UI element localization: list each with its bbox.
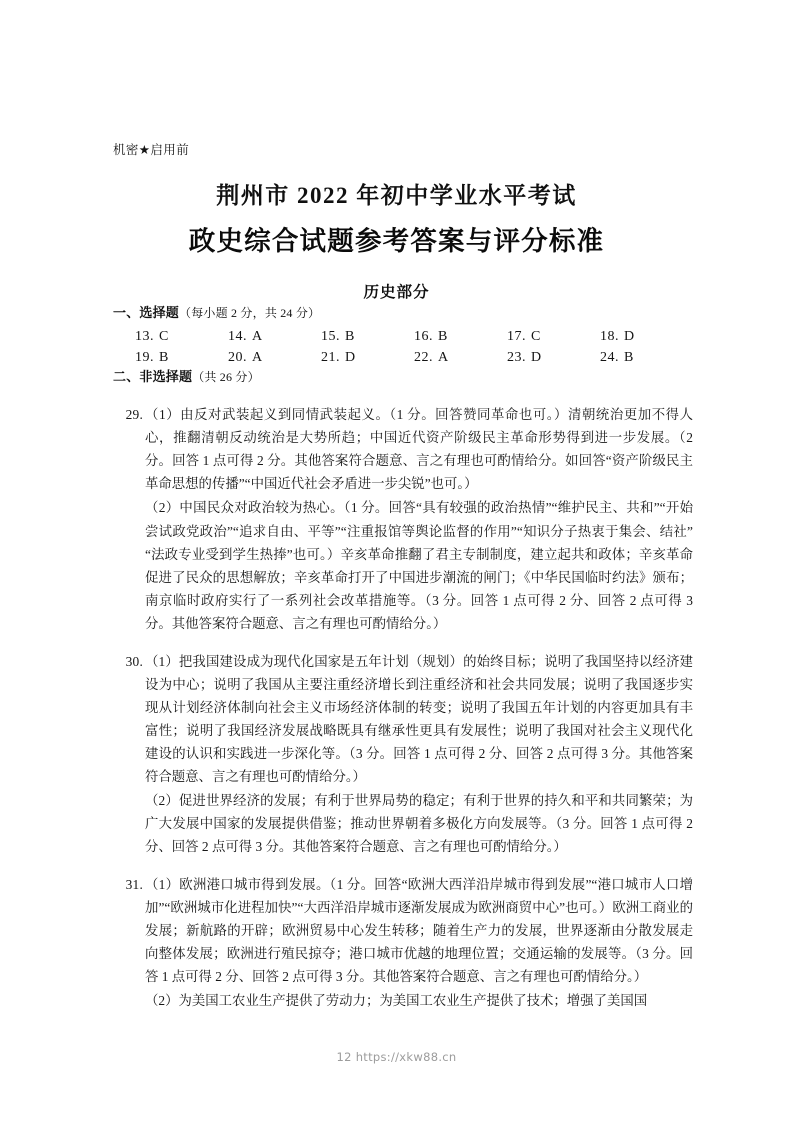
answer-cell	[135, 350, 228, 366]
question-block	[113, 403, 693, 634]
answer-option-letter: B	[159, 350, 169, 366]
answer-question-number: 16.	[414, 329, 433, 345]
question-number-label: 29.	[125, 407, 143, 423]
question-part	[113, 789, 693, 858]
answer-option-letter: A	[252, 350, 263, 366]
answer-option-letter: B	[624, 350, 634, 366]
answer-question-number: 18.	[600, 329, 619, 345]
answer-option-letter: D	[624, 329, 635, 345]
answer-option-letter: C	[159, 329, 169, 345]
footer-text: 12 https://xkw88.cn	[336, 1050, 457, 1064]
answer-option-letter: B	[438, 329, 448, 345]
answer-cell	[321, 329, 414, 345]
answer-option-letter: D	[531, 350, 542, 366]
question-part	[113, 873, 693, 988]
section-label-non-multiple-choice: 二、非选择题	[113, 370, 193, 386]
question-block	[113, 650, 693, 858]
answer-question-number: 24.	[600, 350, 619, 366]
question-part	[113, 989, 693, 1012]
question-part	[113, 403, 693, 495]
question-answer-text: （1）把我国建设成为现代化国家是五年计划（规划）的始终目标；说明了我国坚持以经济建设为中心；说明了我国从主要注重经济增长到注重经济和社会共同发展；说明了我国逐步实现从计划经济体制向社会主义市场经济体制的转变；说明了我国五年计划的内容更加具有丰富性；说明了我国经济发展战略既具有继承性更具有发展性；说明了我国对社会主义现代化建设的认识和实践进一步深化等。（3 分。回答 1 点可得 2 分、回答 2 点可得 3 分。其他答案符合题意、言之有理也可酌情给分。）	[145, 653, 693, 784]
questions-container	[113, 403, 693, 1012]
content-column	[113, 304, 693, 1012]
section-heading-non-multiple-choice	[113, 368, 693, 388]
exam-title: 荆州市 2022 年初中学业水平考试	[216, 183, 577, 208]
answer-question-number: 17.	[507, 329, 526, 345]
confidential-marker: 机密★启用前	[113, 142, 190, 157]
section-heading-multiple-choice	[113, 304, 693, 324]
answer-cell	[135, 329, 228, 345]
answer-question-number: 20.	[228, 350, 247, 366]
answer-option-letter: D	[345, 350, 356, 366]
subject-heading: 历史部分	[363, 282, 430, 301]
question-part	[113, 650, 693, 788]
answer-key-grid	[113, 329, 693, 366]
answer-cell	[414, 350, 507, 366]
answer-question-number: 14.	[228, 329, 247, 345]
footer-watermark	[0, 1050, 793, 1064]
answer-cell	[507, 329, 600, 345]
answer-option-letter: A	[438, 350, 449, 366]
question-number-label: 30.	[125, 653, 143, 669]
section-label-multiple-choice: 一、选择题	[113, 306, 180, 321]
question-answer-text: （2）促进世界经济的发展；有利于世界局势的稳定；有利于世界的持久和平和共同繁荣；为广大发展中国家的发展提供借鉴；推动世界朝着多极化方向发展等。（3 分。回答 1 点可得 2 分、回答 2 点可得 3 分。其他答案符合题意、言之有理也可酌情给分。）	[145, 793, 693, 855]
answer-cell	[228, 350, 321, 366]
answer-question-number: 15.	[321, 329, 340, 345]
question-part	[113, 496, 693, 634]
question-number-label: 31.	[125, 877, 143, 893]
answer-option-letter: A	[252, 329, 263, 345]
answer-question-number: 21.	[321, 350, 340, 366]
answer-cell	[600, 350, 693, 366]
section-note-non-multiple-choice: （共 26 分）	[192, 370, 260, 385]
answer-question-number: 19.	[135, 350, 154, 366]
answer-cell	[507, 350, 600, 366]
title-block	[0, 182, 793, 302]
question-answer-text: （2）中国民众对政治较为热心。（1 分。回答“具有较强的政治热情”“维护民主、共和”“开始尝试政党政治”“追求自由、平等”“注重报馆等舆论监督的作用”“知识分子热衷于集会、结社”“法政专业受到学生热捧”也可。）辛亥革命推翻了君主专制制度，建立起共和政体；辛亥革命促进了民众的思想解放；辛亥革命打开了中国进步潮流的闸门；《中华民国临时约法》颁布；南京临时政府实行了一系列社会改革措施等。（3 分。回答 1 点可得 2 分、回答 2 点可得 3 分。其他答案符合题意、言之有理也可酌情给分。）	[145, 500, 693, 631]
answer-cell	[228, 329, 321, 345]
answer-cell	[321, 350, 414, 366]
answer-cell	[600, 329, 693, 345]
answer-question-number: 22.	[414, 350, 433, 366]
answer-question-number: 23.	[507, 350, 526, 366]
question-answer-text: （1）欧洲港口城市得到发展。（1 分。回答“欧洲大西洋沿岸城市得到发展”“港口城市人口增加”“欧洲城市化进程加快”“大西洋沿岸城市逐渐发展成为欧洲商贸中心”也可。）欧洲工商业的发展；新航路的开辟；欧洲贸易中心发生转移；随着生产力的发展，世界逐渐由分散发展走向整体发展；欧洲进行殖民掠夺；港口城市优越的地理位置；交通运输的发展等。（3 分。回答 1 点可得 2 分、回答 2 点可得 3 分。其他答案符合题意、言之有理也可酌情给分。）	[145, 877, 693, 985]
question-answer-text: （1）由反对武装起义到同情武装起义。（1 分。回答赞同革命也可。）清朝统治更加不得人心，推翻清朝反动统治是大势所趋；中国近代资产阶级民主革命形势得到进一步发展。（2 分。回答 1 点可得 2 分。其他答案符合题意、言之有理也可酌情给分。如回答“资产阶级民主革命思想的传播”“中国近代社会矛盾进一步尖锐”也可。）	[145, 407, 693, 492]
answer-option-letter: C	[531, 329, 541, 345]
section-note-multiple-choice: （每小题 2 分，共 24 分）	[179, 306, 321, 320]
answer-question-number: 13.	[135, 329, 154, 345]
question-answer-text: （2）为美国工农业生产提供了劳动力；为美国工农业生产提供了技术；增强了美国国	[145, 993, 648, 1009]
question-block	[113, 873, 693, 1012]
answer-option-letter: B	[345, 329, 355, 345]
answer-cell	[414, 329, 507, 345]
document-title: 政史综合试题参考答案与评分标准	[188, 225, 605, 257]
